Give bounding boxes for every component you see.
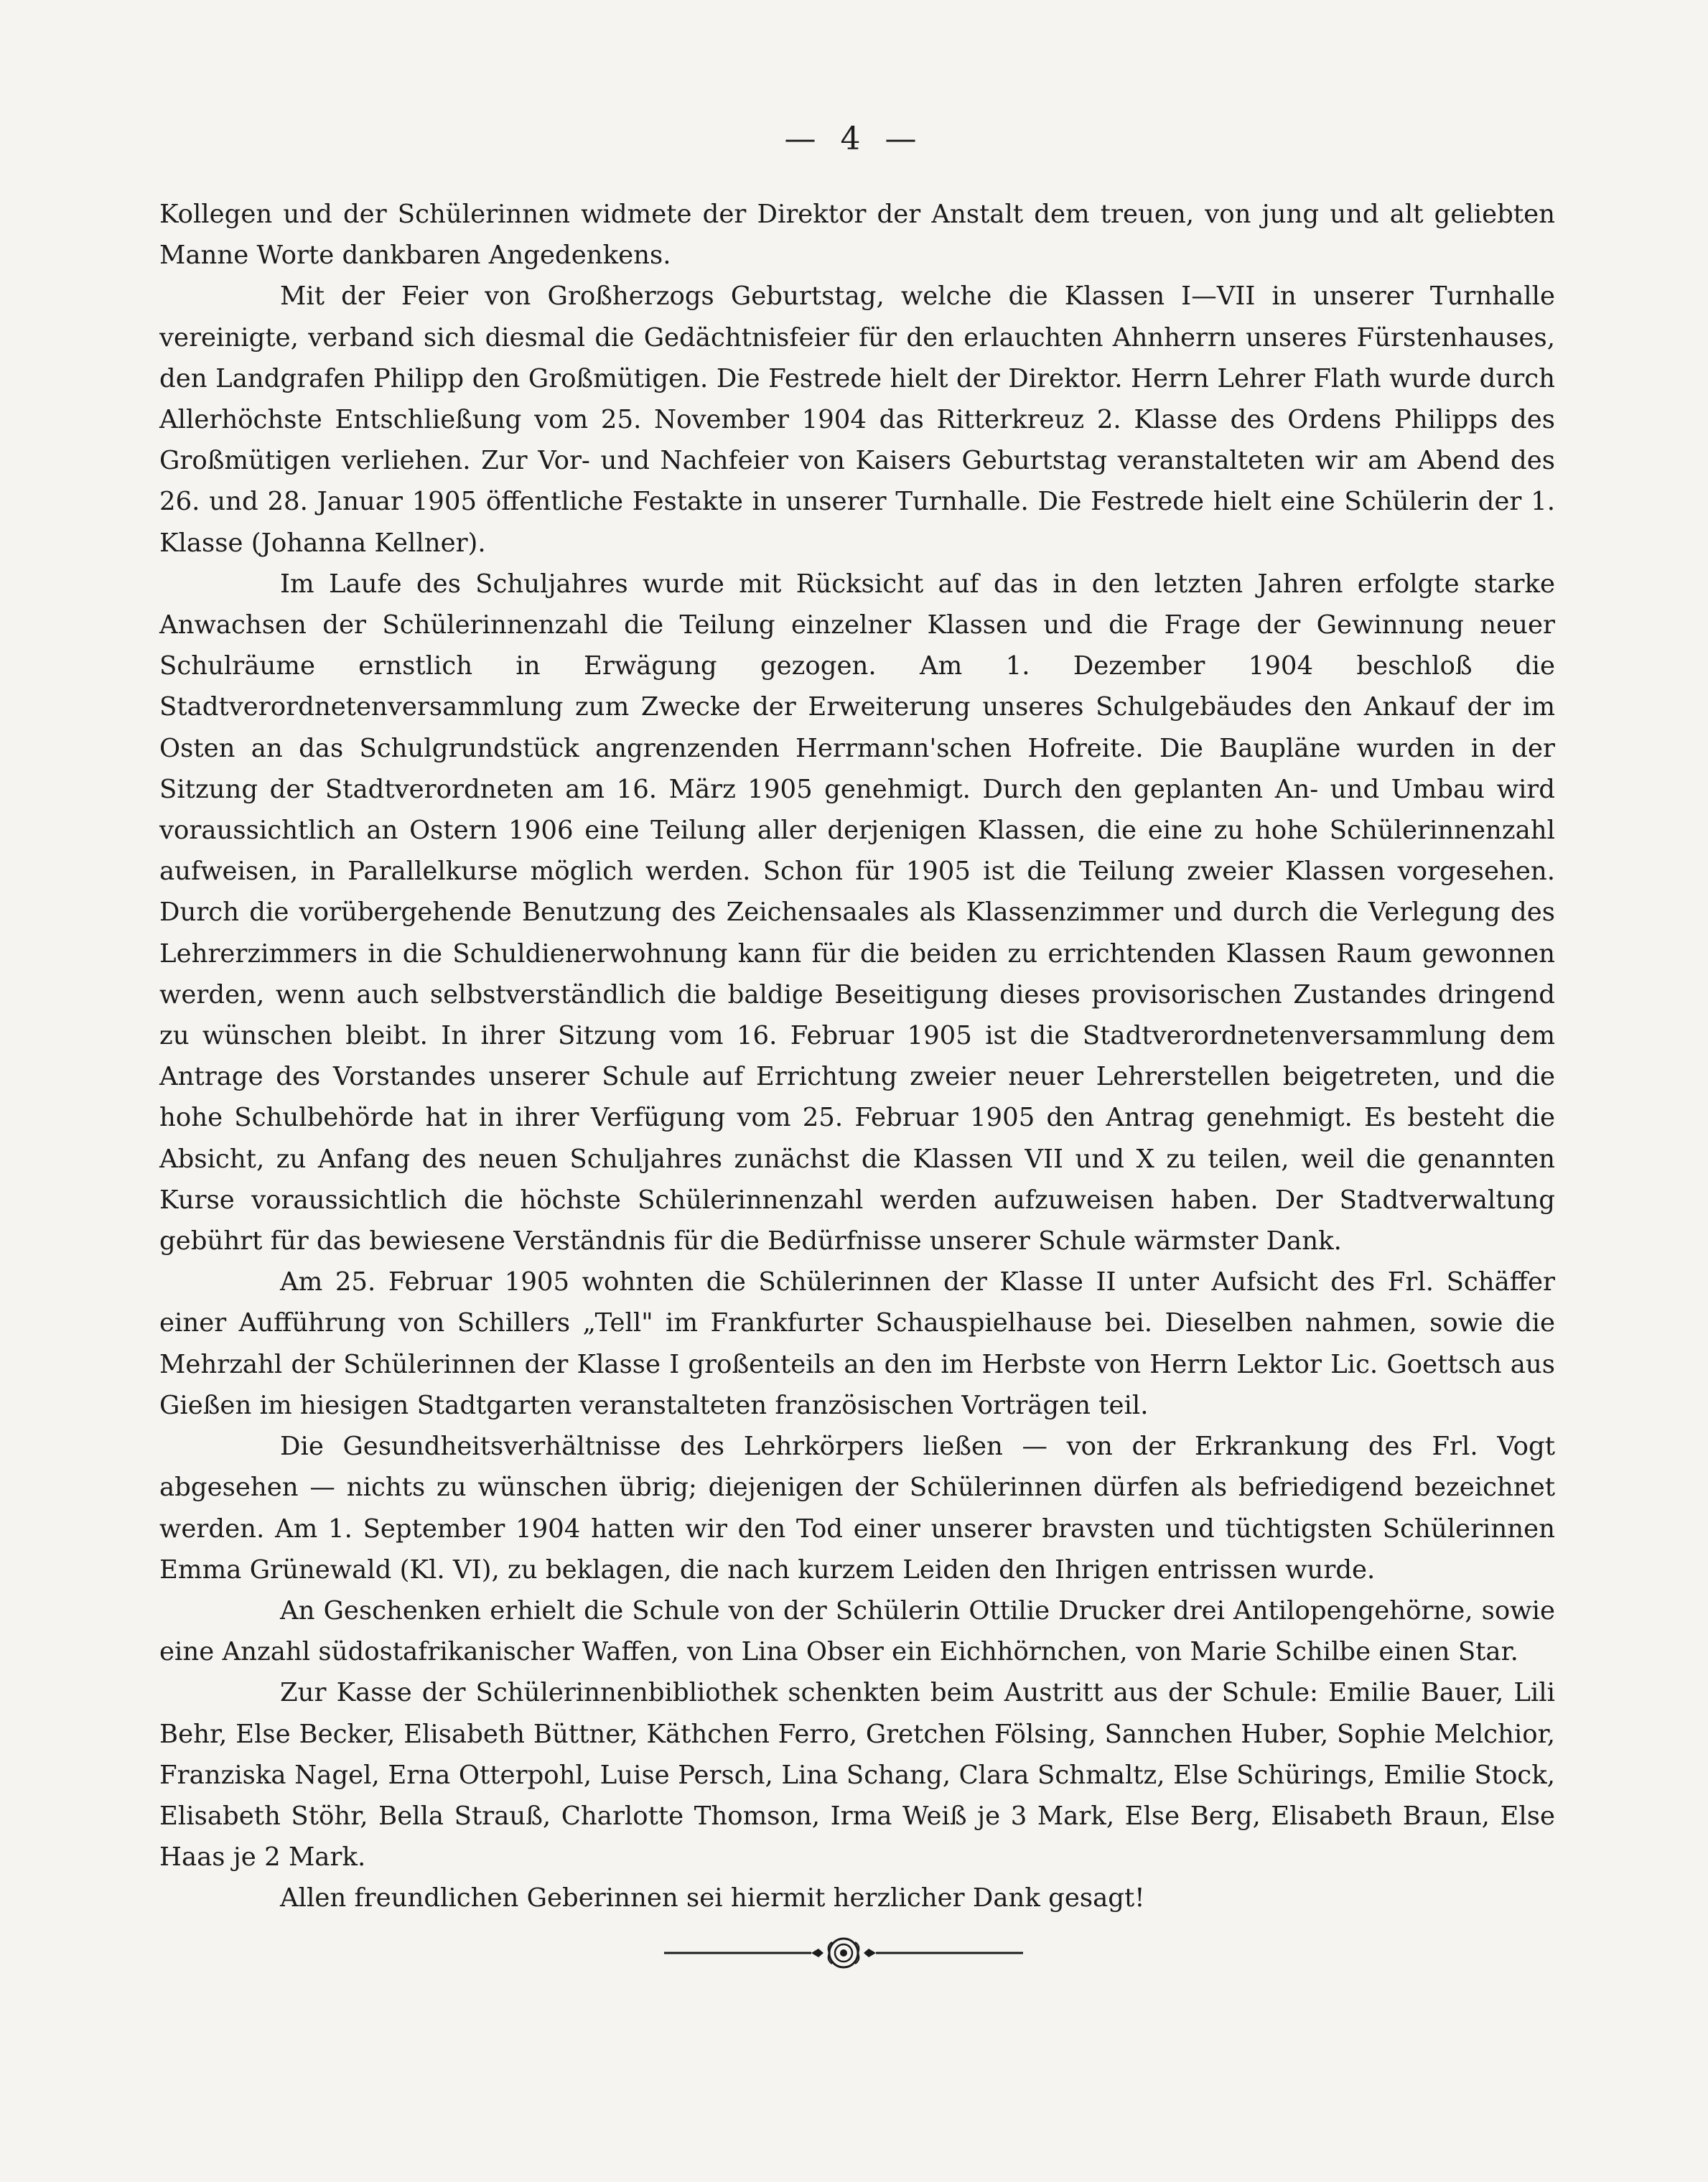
paragraph: Im Laufe des Schuljahres wurde mit Rücksicht auf das in den letzten Jahren erfolgte starke Anwachsen der Schülerinnenzahl die Teilung einzelner Klassen und die Frage der Gewinnung neuer Schulräume ernstlich in Erwägung gezogen. Am 1. Dezember 1904 beschloß die Stadtverordnetenversammlung zum Zwecke der Erweiterung unseres Schulgebäudes den Ankauf der im Osten an das Schulgrundstück angrenzenden Herrmann'schen Hofreite. Die Baupläne wurden in der Sitzung der Stadtverordneten am 16. März 1905 genehmigt. Durch den geplanten An- und Umbau wird voraussichtlich an Ostern 1906 eine Teilung aller derjenigen Klassen, die eine zu hohe Schülerinnenzahl aufweisen, in Parallelkurse möglich werden. Schon für 1905 ist die Teilung zweier Klassen vorgesehen. Durch die vorübergehende Benutzung des Zeichensaales als Klassenzimmer und durch die Verlegung des Lehrerzimmers in die Schuldienerwohnung kann für die beiden zu errichtenden Klassen Raum gewonnen werden, wenn auch selbstverständlich die baldige Beseitigung dieses provisorischen Zustandes dringend zu wünschen bleibt. In ihrer Sitzung vom 16. Februar 1905 ist die Stadtverordnetenversammlung dem Antrage des Vorstandes unserer Schule auf Errichtung zweier neuer Lehrerstellen beigetreten, und die hohe Schulbehörde hat in ihrer Verfügung vom 25. Februar 1905 den Antrag genehmigt. Es besteht die Absicht, zu Anfang des neuen Schuljahres zunächst die Klassen VII und X zu teilen, weil die genannten Kurse voraussichtlich die höchste Schülerinnenzahl werden aufzuweisen haben. Der Stadtverwaltung gebührt für das bewiesene Verständnis für die Bedürfnisse unserer Schule wärmster Dank. bbox=[159, 569, 1555, 1256]
paragraph: Die Gesundheitsverhältnisse des Lehrkörpers ließen — von der Erkrankung des Frl. Vogt abgesehen — nichts zu wünschen übrig; diejenigen der Schülerinnen dürfen als befriedigend bezeichnet werden. Am 1. September 1904 hatten wir den Tod einer unserer bravsten und tüchtigsten Schülerinnen Emma Grünewald (Kl. VI), zu beklagen, die nach kurzem Leiden den Ihrigen entrissen wurde. bbox=[159, 1432, 1555, 1585]
ornament-divider-icon bbox=[664, 1931, 1023, 1974]
paragraph: Kollegen und der Schülerinnen widmete der Direktor der Anstalt dem treuen, von jung und alt geliebten Manne Worte dankbaren Angedenkens. bbox=[159, 200, 1555, 271]
paragraph: An Geschenken erhielt die Schule von der Schülerin Ottilie Drucker drei Antilopengehörne, sowie eine Anzahl südostafrikanischer Waffen, von Lina Obser ein Eichhörnchen, von Marie Schilbe einen Star. bbox=[159, 1595, 1555, 1667]
paragraph: Mit der Feier von Großherzogs Geburtstag, welche die Klassen I—VII in unserer Turnhalle vereinigte, verband sich diesmal die Gedächtnisfeier für den erlauchten Ahnherrn unseres Fürstenhauses, den Landgrafen Philipp den Großmütigen. Die Festrede hielt der Direktor. Herrn Lehrer Flath wurde durch Allerhöchste Entschließung vom 25. November 1904 das Ritterkreuz 2. Klasse des Ordens Philipps des Großmütigen verliehen. Zur Vor- und Nachfeier von Kaisers Geburtstag veranstalteten wir am Abend des 26. und 28. Januar 1905 öffentliche Festakte in unserer Turnhalle. Die Festrede hielt eine Schülerin der 1. Klasse (Johanna Kellner). bbox=[159, 281, 1555, 558]
page-number: — 4 — bbox=[784, 121, 924, 157]
paragraph: Zur Kasse der Schülerinnenbibliothek schenkten beim Austritt aus der Schule: Emilie Bauer, Lili Behr, Else Becker, Elisabeth Büttner, Käthchen Ferro, Gretchen Fölsing, Sannchen Huber, Sophie Melchior, Franziska Nagel, Erna Otterpohl, Luise Persch, Lina Schang, Clara Schmaltz, Else Schürings, Emilie Stock, Elisabeth Stöhr, Bella Strauß, Charlotte Thomson, Irma Weiß je 3 Mark, Else Berg, Elisabeth Braun, Else Haas je 2 Mark. bbox=[159, 1678, 1555, 1873]
paragraph: Am 25. Februar 1905 wohnten die Schülerinnen der Klasse II unter Aufsicht des Frl. Schäffer einer Aufführung von Schillers „Tell" im Frankfurter Schauspielhause bei. Dieselben nahmen, sowie die Mehrzahl der Schülerinnen der Klasse I großenteils an den im Herbste von Herrn Lektor Lic. Goettsch aus Gießen im hiesigen Stadtgarten veranstalteten französischen Vorträgen teil. bbox=[159, 1267, 1555, 1420]
body-text bbox=[159, 194, 1555, 1919]
paragraph: Allen freundlichen Geberinnen sei hiermit herzlicher Dank gesagt! bbox=[280, 1883, 1145, 1913]
